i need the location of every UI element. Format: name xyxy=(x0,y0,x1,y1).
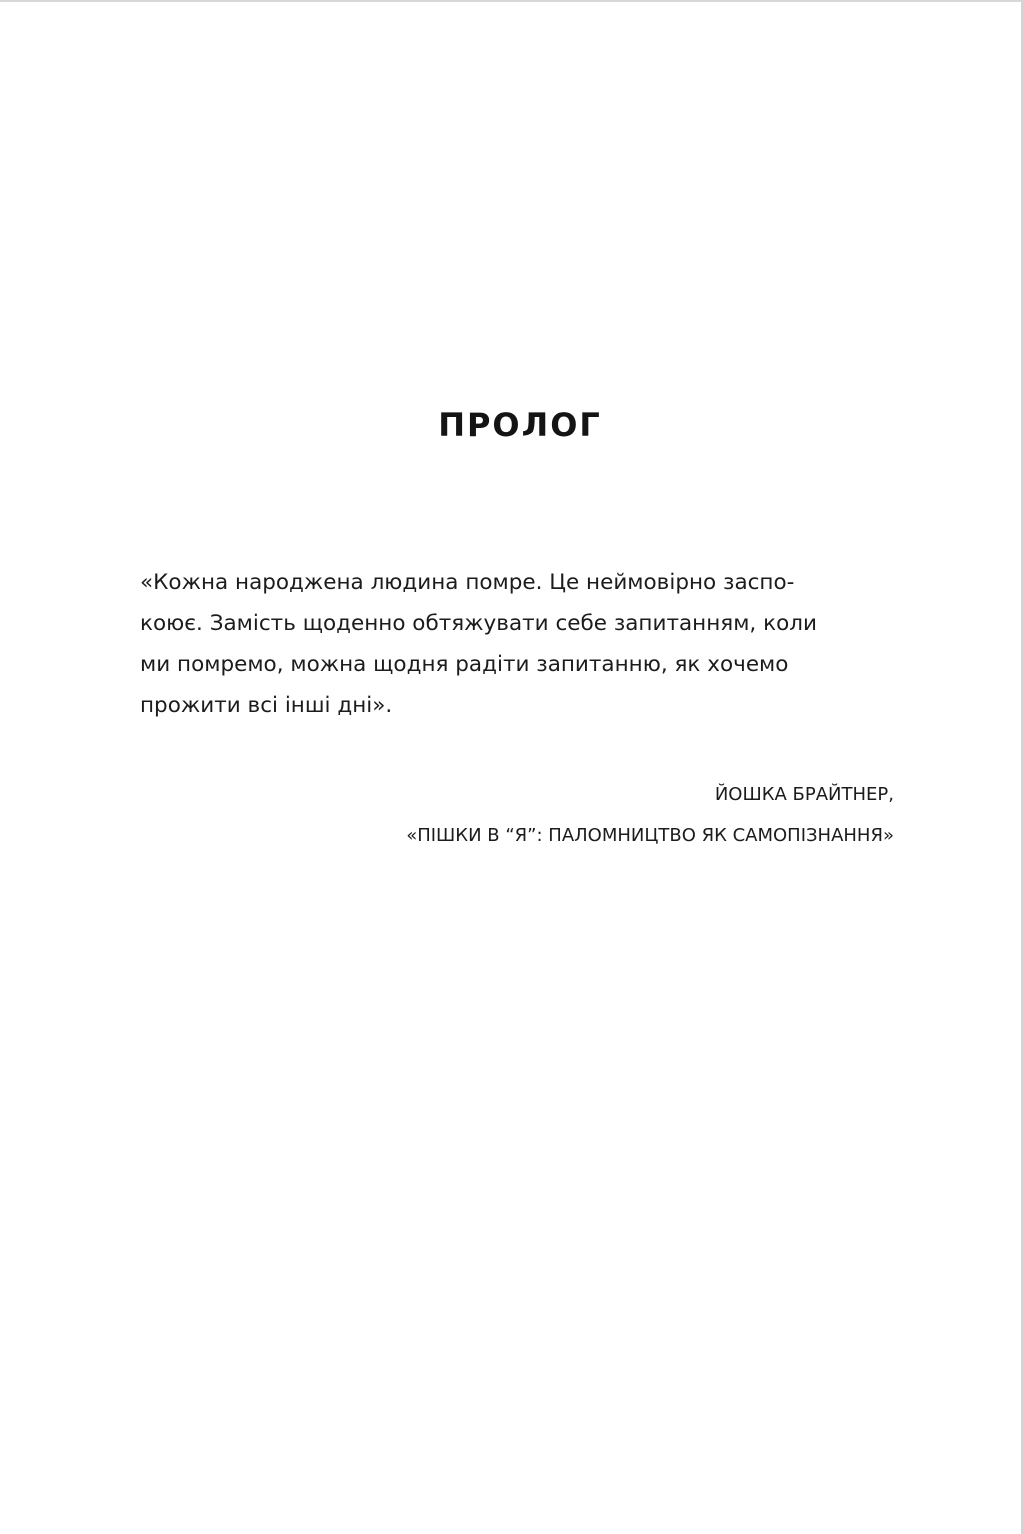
epigraph-quote xyxy=(140,562,910,726)
epigraph-line: «Кожна народжена людина помре. Це неймовірно заспо- xyxy=(140,570,795,595)
epigraph-attribution xyxy=(194,774,894,856)
epigraph-line: прожити всі інші дні». xyxy=(140,693,393,718)
page-top-edge xyxy=(0,0,1024,2)
attribution-source: «ПІШКИ В “Я”: ПАЛОМНИЦТВО ЯК САМОПІЗНАННЯ» xyxy=(406,825,894,846)
epigraph-line: ми помремо, можна щодня радіти запитанню, як хочемо xyxy=(140,652,789,677)
epigraph-line: коює. Замість щоденно обтяжувати себе запитанням, коли xyxy=(140,611,817,636)
chapter-title: ПРОЛОГ xyxy=(438,406,602,445)
attribution-author: ЙОШКА БРАЙТНЕР, xyxy=(714,784,894,805)
